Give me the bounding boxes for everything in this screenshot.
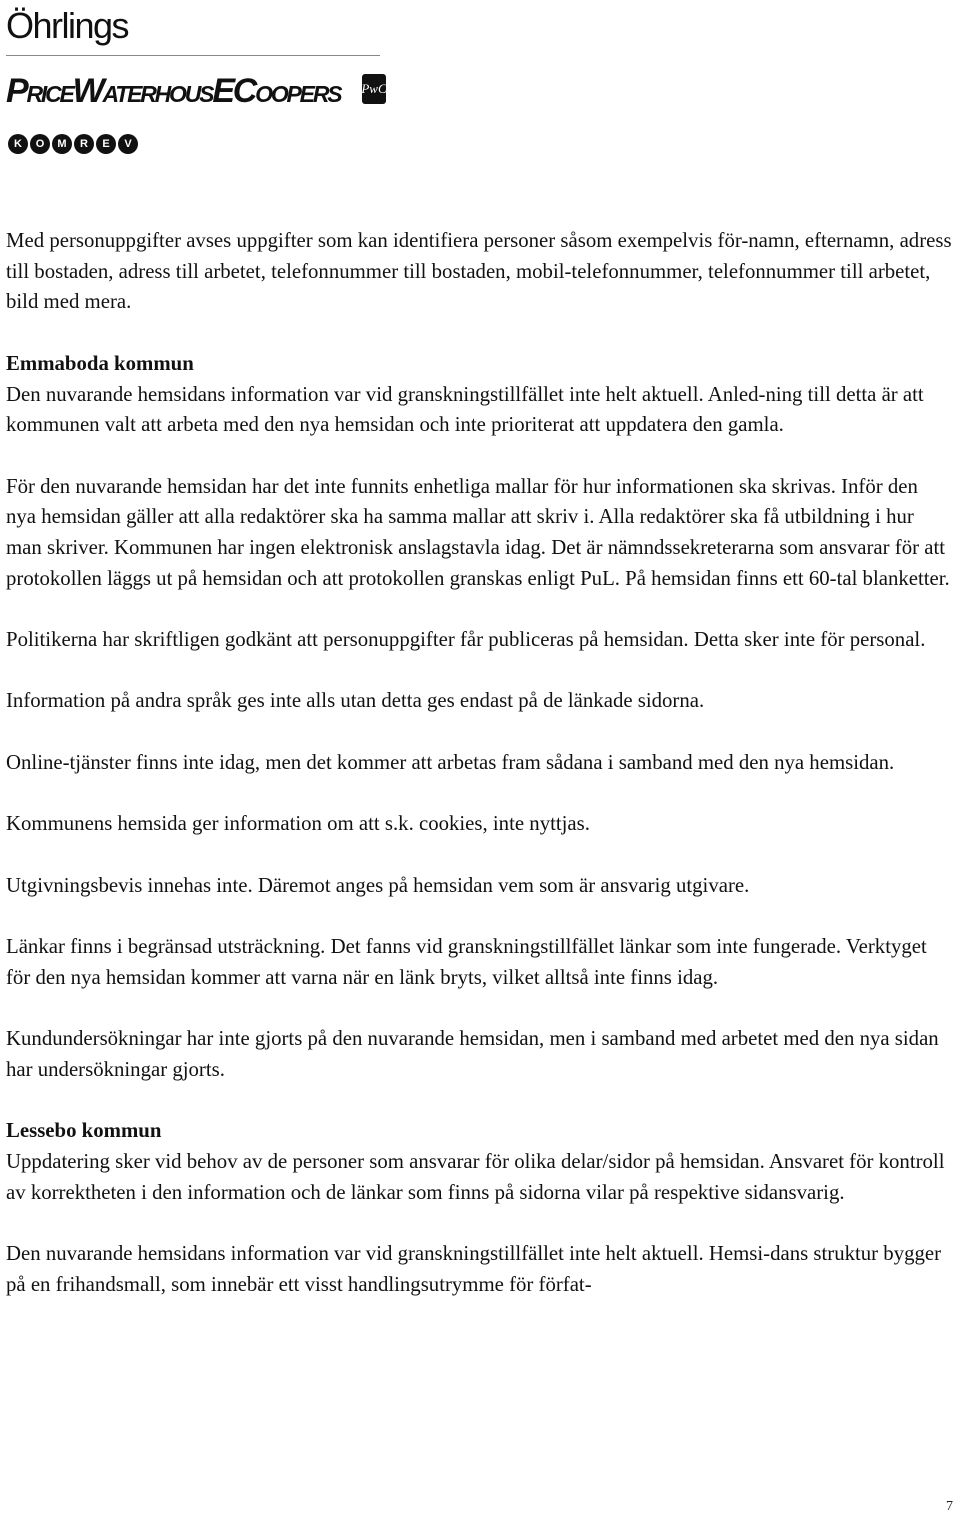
- paragraph: Online-tjänster finns inte idag, men det kommer att arbetas fram sådana i samband med den nya hemsidan.: [6, 750, 895, 774]
- page-header: [6, 0, 387, 160]
- section-heading-emmaboda: Emmaboda kommun: [6, 351, 194, 375]
- komrev-letter: O: [30, 134, 50, 154]
- document-body: [6, 226, 952, 1300]
- logo-letter: W: [72, 72, 103, 110]
- paragraph: Länkar finns i begränsad utsträckning. Det fanns vid granskningstillfället länkar som inte fungerade. Verktyget för den nya hemsidan kommer att varna när en länk bryts, vilket alltså inte finns idag.: [6, 935, 927, 989]
- paragraph: För den nuvarande hemsidan har det inte funnits enhetliga mallar för hur informationen ska skrivas. Inför den nya hemsidan gäller att alla redaktörer ska ha samma mallar att skriv i. Alla redaktörer ska få utbildning i hur man skriver. Kommunen har ingen elektronisk anslagstavla idag. Det är nämndssekreterarna som ansvarar för att protokollen läggs ut på hemsidan och att protokollen granskas enligt PuL. På hemsidan finns ett 60-tal blanketter.: [6, 474, 950, 590]
- logo-letters: OOPERS: [255, 81, 341, 107]
- komrev-letter: E: [96, 134, 116, 154]
- paragraph: Kundundersökningar har inte gjorts på den nuvarande hemsidan, men i samband med arbetet med den nya sidan har undersökningar gjorts.: [6, 1027, 939, 1081]
- logo-letter: E: [212, 72, 233, 110]
- paragraph: Uppdatering sker vid behov av de personer som ansvarar för olika delar/sidor på hemsidan. Ansvaret för kontroll av korrektheten i den information och de länkar som finns på sidorna vilar på respektive sidansvarig.: [6, 1149, 945, 1204]
- komrev-letter: K: [8, 134, 28, 154]
- komrev-letter: M: [52, 134, 72, 154]
- komrev-logo: [8, 134, 138, 154]
- paragraph: Information på andra språk ges inte alls utan detta ges endast på de länkade sidorna.: [6, 689, 705, 713]
- komrev-letter: V: [118, 134, 138, 154]
- logo-letters: ATERHOUS: [102, 81, 213, 107]
- logo-letter: P: [6, 72, 27, 110]
- pwc-seal-icon: PwC: [362, 74, 386, 104]
- intro-paragraph: Med personuppgifter avses uppgifter som kan identifiera personer såsom exempelvis för-namn, efternamn, adress till bostaden, adress till arbetet, telefonnummer till bostaden, mobil-telefonnummer, telefonnummer till arbetet, bild med mera.: [6, 229, 952, 314]
- paragraph: Den nuvarande hemsidans information var vid granskningstillfället inte helt aktuell. Anled-ning till detta är att kommunen valt att arbeta med den nya hemsidan och inte prioriterat att uppdatera den gamla.: [6, 382, 924, 437]
- header-divider: [6, 55, 380, 56]
- paragraph: Utgivningsbevis innehas inte. Däremot anges på hemsidan vem som är ansvarig utgivare.: [6, 873, 750, 897]
- brand-name: Öhrlings: [6, 5, 129, 46]
- logo-letter: C: [232, 72, 256, 110]
- paragraph: Den nuvarande hemsidans information var vid granskningstillfället inte helt aktuell. Hemsi-dans struktur bygger på en frihandsmall, som innebär ett visst handlingsutrymme för förfat-: [6, 1242, 942, 1296]
- paragraph: Politikerna har skriftligen godkänt att personuppgifter får publiceras på hemsidan. Detta sker inte för personal.: [6, 628, 926, 652]
- komrev-letter: R: [74, 134, 94, 154]
- pricewaterhousecoopers-logo: [6, 66, 340, 119]
- page-number: 7: [946, 1499, 953, 1514]
- section-heading-lessebo: Lessebo kommun: [6, 1119, 162, 1143]
- paragraph: Kommunens hemsida ger information om att s.k. cookies, inte nyttjas.: [6, 812, 590, 836]
- logo-letters: RICE: [26, 81, 73, 107]
